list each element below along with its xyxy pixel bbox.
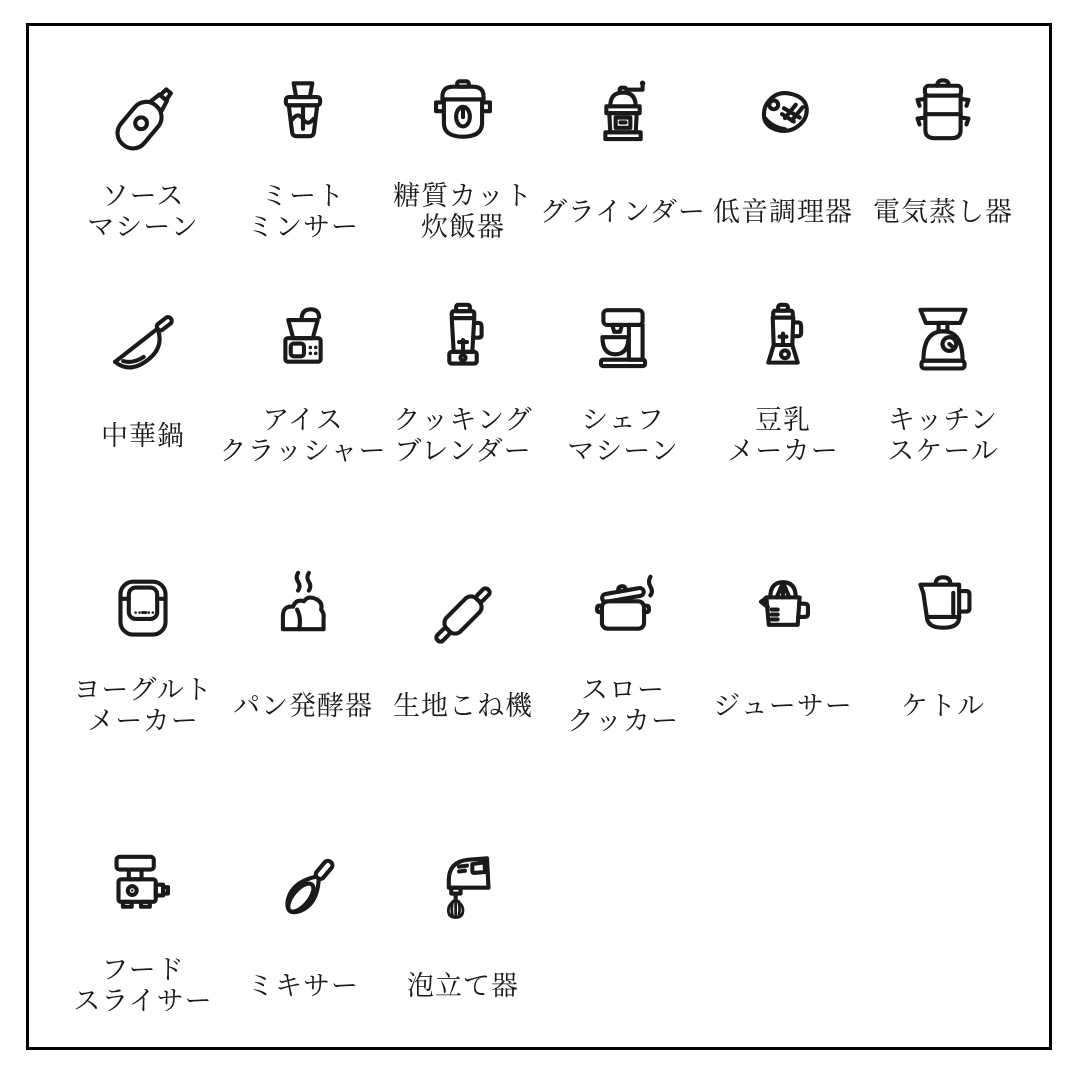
appliance-label — [567, 404, 678, 468]
appliance-label-line: シェフ — [581, 405, 665, 435]
bread-proofer-icon — [256, 568, 350, 662]
food-slicer-icon — [96, 848, 190, 942]
appliance-label — [873, 180, 1013, 244]
appliance-label — [887, 404, 998, 468]
appliance-label-line: ミキサー — [247, 970, 359, 1001]
appliance-label-line: メーカー — [727, 436, 839, 466]
appliance-item-kitchen-scale — [863, 298, 1023, 468]
appliance-item-bread-proofer — [223, 568, 383, 738]
steamer-icon — [896, 74, 990, 168]
appliance-label-line: 生地こね機 — [393, 690, 533, 721]
appliance-item-dough-kneader — [383, 568, 543, 738]
icon-box — [388, 568, 538, 662]
appliance-item-kettle — [863, 568, 1023, 738]
appliance-label-line: ミート — [261, 181, 345, 211]
appliance-item-grinder — [539, 74, 707, 244]
appliance-label-line: ヨーグルト — [73, 675, 213, 705]
appliance-label-line: グラインダー — [539, 196, 707, 227]
appliance-item-low-temp-cooker — [703, 74, 863, 244]
appliance-item-yogurt-maker — [63, 568, 223, 738]
icon-box — [228, 848, 378, 942]
appliance-item-food-slicer — [63, 848, 223, 1018]
appliance-label-line: ミンサー — [247, 212, 359, 242]
icon-box — [548, 298, 698, 392]
appliance-label — [220, 404, 387, 468]
soymilk-maker-icon — [736, 298, 830, 392]
appliance-item-soymilk-maker — [703, 298, 863, 468]
appliance-label-line: 泡立て器 — [407, 970, 519, 1001]
appliance-item-cooking-blender — [383, 298, 543, 468]
grid-row-1 — [63, 74, 1023, 244]
sauce-machine-icon — [96, 74, 190, 168]
icon-box — [708, 298, 858, 392]
icon-box — [228, 568, 378, 662]
appliance-item-meat-mincer — [223, 74, 383, 244]
cooking-blender-icon — [416, 298, 510, 392]
appliance-label-line: 低音調理器 — [713, 196, 853, 227]
appliance-label-line: 電気蒸し器 — [873, 196, 1013, 227]
yogurt-maker-icon — [96, 568, 190, 662]
appliance-label — [393, 674, 533, 738]
kitchen-scale-icon — [896, 298, 990, 392]
appliance-label-line: スロー — [581, 675, 665, 705]
appliance-item-mixer — [223, 848, 383, 1018]
appliance-label — [713, 674, 852, 738]
appliance-label-line: ケトル — [901, 690, 985, 721]
appliance-label — [567, 674, 679, 738]
icon-box — [388, 848, 538, 942]
icon-box — [548, 568, 698, 662]
appliance-label-line: ジューサー — [713, 690, 853, 721]
appliance-label — [73, 674, 212, 738]
appliance-label-line: フード — [101, 955, 185, 985]
icon-box — [708, 568, 858, 662]
appliance-label-line: パン発酵器 — [233, 690, 373, 721]
appliance-item-chef-machine — [543, 298, 703, 468]
appliance-item-electric-steamer — [863, 74, 1023, 244]
meat-mincer-icon — [256, 74, 350, 168]
slow-cooker-icon — [576, 568, 670, 662]
kettle-icon — [896, 568, 990, 662]
icon-box — [868, 568, 1018, 662]
appliance-label-line: 中華鍋 — [101, 420, 185, 451]
appliance-label-line: クッカー — [567, 706, 679, 736]
appliance-item-ice-crusher — [219, 298, 387, 468]
appliance-item-low-carb-rice-cooker — [383, 74, 543, 244]
appliance-label-line: スライサー — [73, 986, 213, 1016]
icon-box — [68, 568, 218, 662]
appliance-item-sauce-machine — [63, 74, 223, 244]
icon-box — [388, 74, 538, 168]
icon-box — [708, 74, 858, 168]
icon-box — [68, 74, 218, 168]
appliance-label-line: マシーン — [87, 212, 199, 242]
grinder-icon — [576, 74, 670, 168]
ice-crusher-icon — [256, 298, 350, 392]
appliance-label — [247, 954, 359, 1018]
grid-row-4 — [63, 848, 1023, 1018]
appliance-label-line: 糖質カット — [393, 181, 533, 211]
appliance-label-line: アイス — [262, 405, 344, 435]
chef-machine-icon — [576, 298, 670, 392]
wok-icon — [96, 298, 190, 392]
icon-box — [228, 298, 378, 392]
appliance-label-line: 豆乳 — [755, 405, 811, 435]
appliance-label-line: スケール — [887, 436, 999, 466]
appliance-label — [101, 404, 185, 468]
appliance-item-wok — [63, 298, 223, 468]
rice-cooker-icon — [416, 74, 510, 168]
appliance-label — [713, 180, 853, 244]
appliance-label-line: ブレンダー — [394, 436, 532, 466]
grid-row-2 — [63, 298, 1023, 468]
whisk-icon — [256, 848, 350, 942]
icon-box — [68, 848, 218, 942]
appliance-item-juicer — [703, 568, 863, 738]
appliance-label — [407, 954, 519, 1018]
appliance-label — [540, 180, 706, 244]
appliance-label-line: 炊飯器 — [420, 212, 505, 242]
appliance-label-line: マシーン — [567, 436, 679, 466]
appliance-label — [247, 180, 359, 244]
hand-mixer-icon — [416, 848, 510, 942]
appliance-label — [393, 180, 533, 244]
icon-box — [68, 298, 218, 392]
juicer-icon — [736, 568, 830, 662]
grid-row-3 — [63, 568, 1023, 738]
icon-box — [548, 74, 698, 168]
appliance-label-line: クラッシャー — [219, 436, 387, 466]
appliance-label — [87, 180, 198, 244]
icon-box — [868, 74, 1018, 168]
steak-icon — [736, 74, 830, 168]
appliance-item-slow-cooker — [543, 568, 703, 738]
appliance-label-line: メーカー — [87, 706, 199, 736]
appliance-label — [901, 674, 985, 738]
icon-box — [868, 298, 1018, 392]
rolling-pin-icon — [416, 568, 510, 662]
appliance-label — [727, 404, 838, 468]
appliance-label-line: ソース — [101, 181, 185, 211]
appliance-label-line: キッチン — [887, 405, 999, 435]
appliance-item-hand-whisk — [383, 848, 543, 1018]
appliance-label — [73, 954, 212, 1018]
appliance-label-line: クッキング — [393, 405, 533, 435]
appliance-label — [233, 674, 373, 738]
icon-box — [388, 298, 538, 392]
appliance-label — [393, 404, 532, 468]
icon-box — [228, 74, 378, 168]
